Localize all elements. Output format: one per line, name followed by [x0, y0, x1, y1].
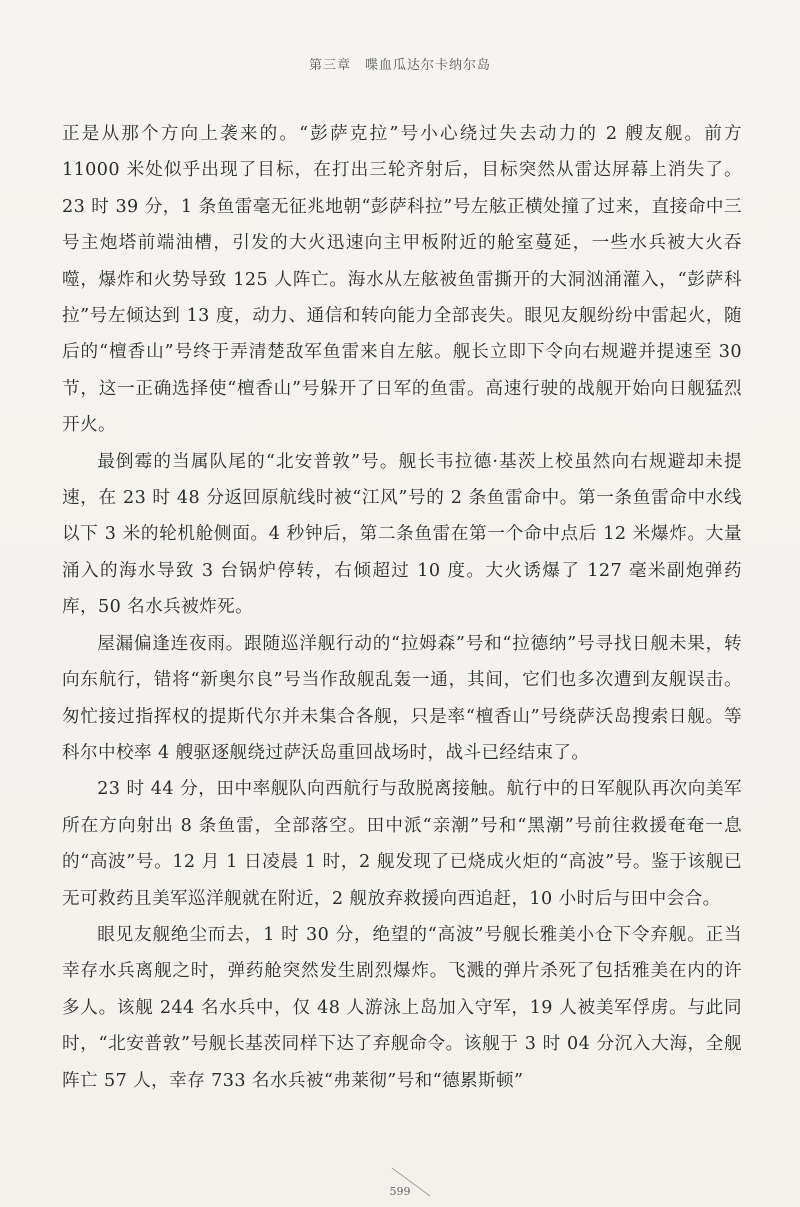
- paragraph: 23 时 44 分，田中率舰队向西航行与敌脱离接触。航行中的日军舰队再次向美军所在方向射出 8 条鱼雷，全部落空。田中派“亲潮”号和“黑潮”号前往救援奄奄一息的“高波”号。12 月 1 日凌晨 1 时，2 舰发现了已烧成火炬的“高波”号。鉴于该舰已无可救药且美军巡洋舰就在附近，2 舰放弃救援向西追赶，10 小时后与田中会合。: [62, 779, 742, 909]
- page-number: 599: [389, 1185, 411, 1198]
- paragraph: 正是从那个方向上袭来的。“彭萨克拉”号小心绕过失去动力的 2 艘友舰。前方 11000 米处似乎出现了目标，在打出三轮齐射后，目标突然从雷达屏幕上消失了。23 时 39 分，1 条鱼雷毫无征兆地朝“彭萨科拉”号左舷正横处撞了过来，直接命中三号主炮塔前端油槽，引发的大火迅速向主甲板附近的舱室蔓延，一些水兵被大火吞噬，爆炸和火势导致 125 人阵亡。海水从左舷被鱼雷撕开的大洞汹涌灌入，“彭萨科拉”号左倾达到 13 度，动力、通信和转向能力全部丧失。眼见友舰纷纷中雷起火，随后的“檀香山”号终于弄清楚敌军鱼雷来自左舷。舰长立即下令向右规避并提速至 30 节，这一正确选择使“檀香山”号躲开了日军的鱼雷。高速行驶的战舰开始向日舰猛烈开火。: [62, 124, 742, 436]
- paragraph: 最倒霉的当属队尾的“北安普敦”号。舰长韦拉德·基茨上校虽然向右规避却未提速，在 23 时 48 分返回原航线时被“江风”号的 2 条鱼雷命中。第一条鱼雷命中水线以下 3 米的轮机舱侧面。4 秒钟后，第二条鱼雷在第一个命中点后 12 米爆炸。大量涌入的海水导致 3 台锅炉停转，右倾超过 10 度。大火诱爆了 127 毫米副炮弹药库，50 名水兵被炸死。: [62, 451, 742, 618]
- body-text: [62, 116, 742, 1099]
- running-header: 第三章 喋血瓜达尔卡纳尔岛: [308, 58, 491, 73]
- paragraph: 眼见友舰绝尘而去，1 时 30 分，绝望的“高波”号舰长雅美小仓下令弃舰。正当幸存水兵离舰之时，弹药舱突然发生剧烈爆炸。飞溅的弹片杀死了包括雅美在内的许多人。该舰 244 名水兵中，仅 48 人游泳上岛加入守军，19 人被美军俘虏。与此同时，“北安普敦”号舰长基茨同样下达了弃舰命令。该舰于 3 时 04 分沉入大海，全舰阵亡 57 人，幸存 733 名水兵被“弗莱彻”号和“德累斯顿”: [62, 924, 742, 1091]
- paragraph: 屋漏偏逢连夜雨。跟随巡洋舰行动的“拉姆森”号和“拉德纳”号寻找日舰未果，转向东航行，错将“新奥尔良”号当作敌舰乱轰一通，其间，它们也多次遭到友舰误击。匆忙接过指挥权的提斯代尔并未集合各舰，只是率“檀香山”号绕萨沃岛搜索日舰。等科尔中校率 4 艘驱逐舰绕过萨沃岛重回战场时，战斗已经结束了。: [62, 633, 742, 763]
